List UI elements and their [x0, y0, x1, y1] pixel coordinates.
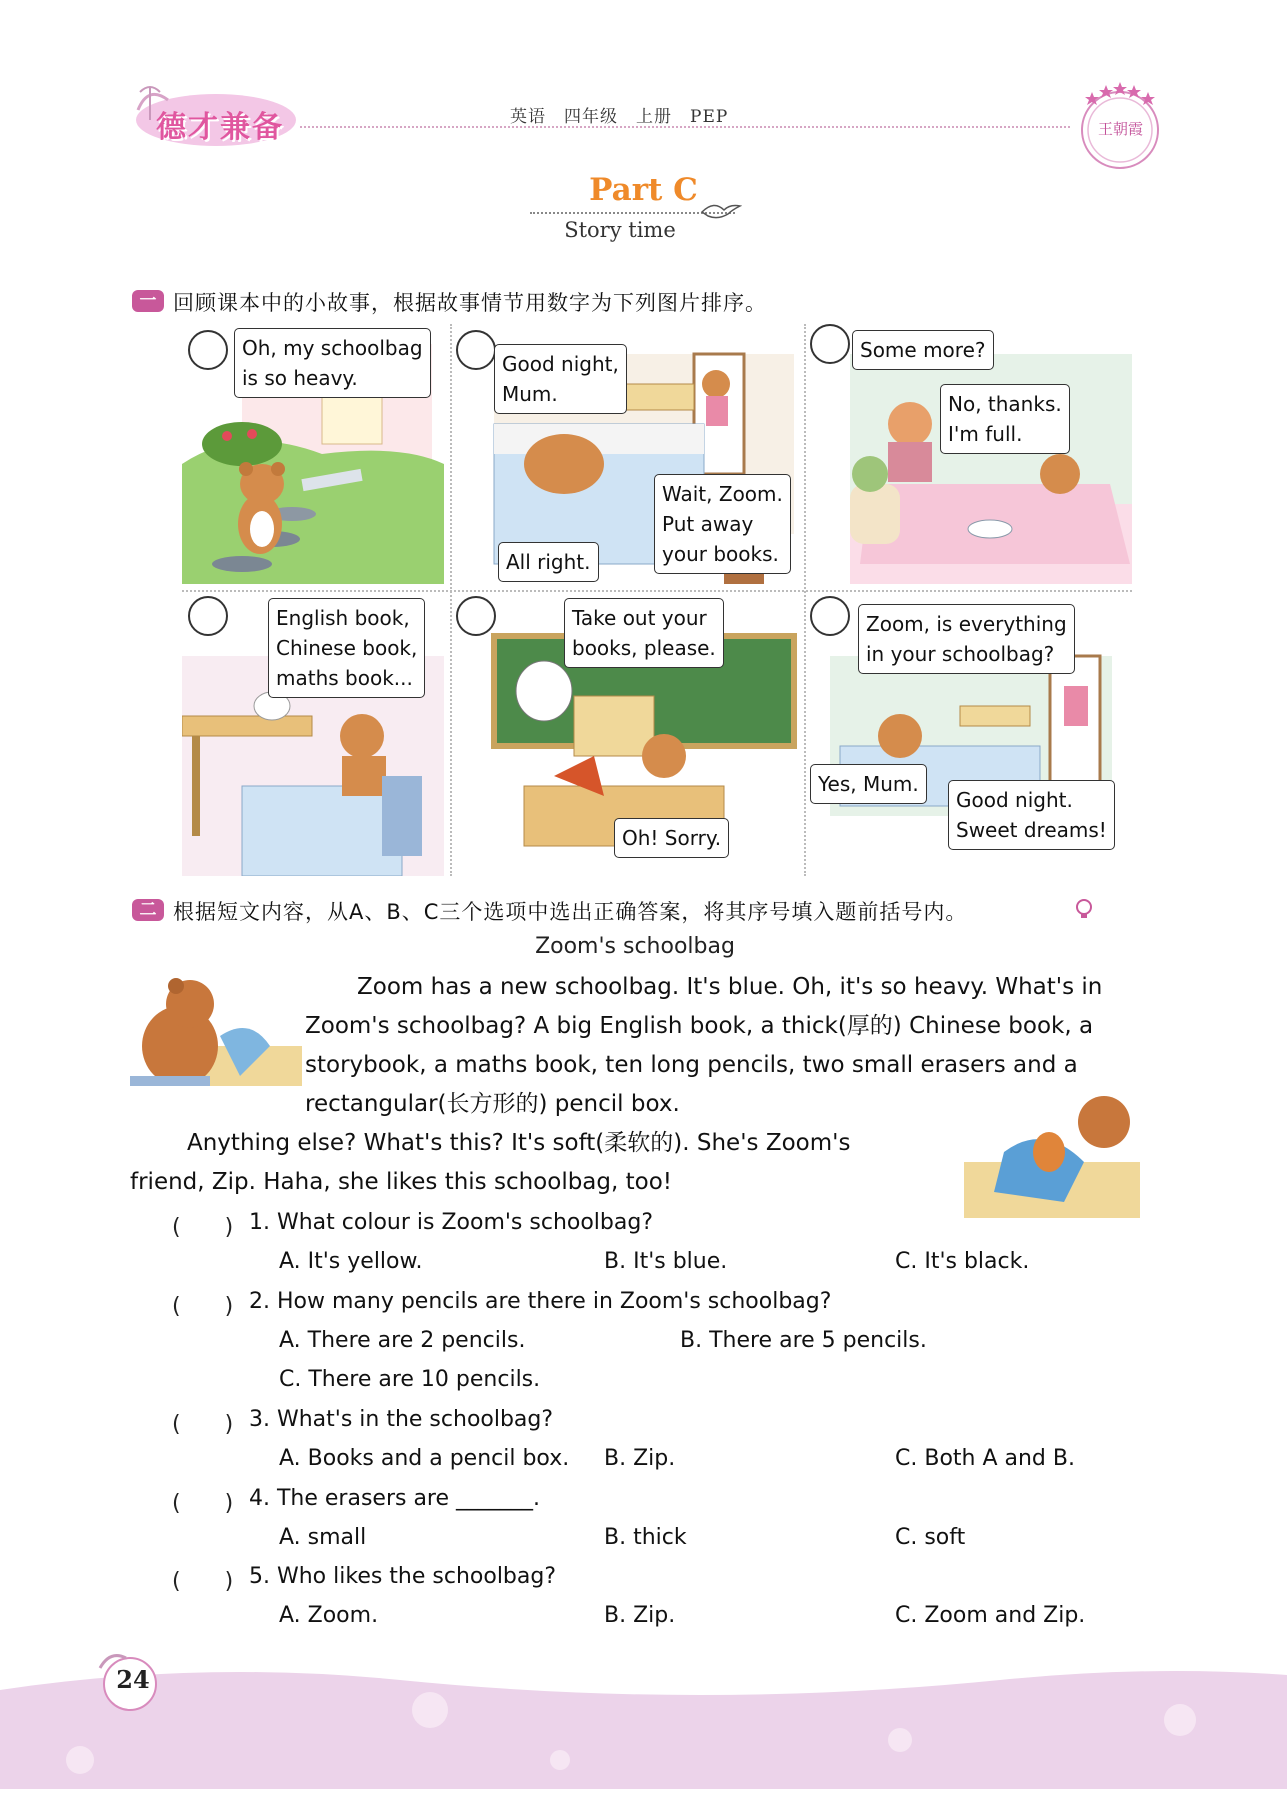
- story-title: Zoom's schoolbag: [535, 934, 735, 959]
- order-circle[interactable]: [810, 596, 850, 636]
- order-circle[interactable]: [188, 596, 228, 636]
- part-subtitle: Story time: [564, 218, 676, 242]
- option-a: A. It's yellow.: [279, 1249, 423, 1274]
- grid-divider: [450, 324, 452, 876]
- order-circle[interactable]: [188, 330, 228, 370]
- comic-panel-4: [182, 596, 444, 876]
- question-text: 4. The erasers are _______.: [249, 1486, 541, 1511]
- option-c: C. soft: [895, 1525, 966, 1550]
- speech-bubble: Good night, Mum.: [494, 344, 627, 414]
- speech-bubble: Yes, Mum.: [810, 764, 927, 804]
- option-c: C. Zoom and Zip.: [895, 1603, 1086, 1628]
- order-circle[interactable]: [456, 330, 496, 370]
- question-text: 1. What colour is Zoom's schoolbag?: [249, 1210, 654, 1235]
- section-1-instruction: 回顾课本中的小故事，根据故事情节用数字为下列图片排序。: [173, 291, 767, 315]
- answer-paren[interactable]: ( ): [172, 1294, 234, 1319]
- option-b: B. It's blue.: [604, 1249, 728, 1274]
- speech-bubble: English book, Chinese book, maths book...: [268, 598, 425, 698]
- option-a: A. There are 2 pencils.: [279, 1328, 526, 1353]
- option-c: C. Both A and B.: [895, 1446, 1075, 1471]
- grid-divider: [182, 590, 1132, 592]
- page-number: 24: [116, 1665, 150, 1694]
- header-subject: 英语 四年级 上册 PEP: [510, 107, 729, 127]
- bear-reading-illustration: [130, 976, 302, 1096]
- option-b: B. Zip.: [604, 1603, 676, 1628]
- story-line: storybook, a maths book, ten long pencils, two small erasers and a: [305, 1052, 1078, 1078]
- option-a: A. Zoom.: [279, 1603, 379, 1628]
- option-a: A. Books and a pencil box.: [279, 1446, 570, 1471]
- speech-bubble: No, thanks. I'm full.: [940, 384, 1070, 454]
- answer-paren[interactable]: ( ): [172, 1412, 234, 1437]
- option-b: B. Zip.: [604, 1446, 676, 1471]
- seal-text: 王朝霞: [1098, 120, 1144, 138]
- speech-bubble: Good night. Sweet dreams!: [948, 780, 1115, 850]
- question-text: 3. What's in the schoolbag?: [249, 1407, 554, 1432]
- story-line: friend, Zip. Haha, she likes this schoolbag, too!: [130, 1169, 673, 1195]
- option-b: B. There are 5 pencils.: [680, 1328, 927, 1353]
- answer-paren[interactable]: ( ): [172, 1569, 234, 1594]
- story-line: Anything else? What's this? It's soft(柔软的). She's Zoom's: [187, 1130, 851, 1156]
- speech-bubble: Take out your books, please.: [564, 598, 724, 668]
- bulb-icon: [1074, 898, 1094, 924]
- option-c: C. There are 10 pencils.: [279, 1367, 541, 1392]
- question-text: 2. How many pencils are there in Zoom's schoolbag?: [249, 1289, 832, 1314]
- publisher-seal: [1072, 80, 1168, 176]
- comic-panel-6: [810, 596, 1132, 876]
- section-2-instruction: 根据短文内容，从A、B、C三个选项中选出正确答案，将其序号填入题前括号内。: [173, 900, 968, 924]
- comic-panel-1: [182, 324, 444, 584]
- section-badge-2: 二: [132, 899, 164, 921]
- option-a: A. small: [279, 1525, 367, 1550]
- speech-bubble: Oh, my schoolbag is so heavy.: [234, 328, 431, 398]
- option-b: B. thick: [604, 1525, 687, 1550]
- speech-bubble: Wait, Zoom. Put away your books.: [654, 474, 791, 574]
- speech-bubble: Oh! Sorry.: [614, 818, 729, 858]
- order-circle[interactable]: [456, 596, 496, 636]
- comic-panel-5: [454, 596, 800, 876]
- speech-bubble: Some more?: [852, 330, 994, 370]
- comic-panel-3: [810, 324, 1132, 584]
- comic-panel-2: [454, 324, 800, 584]
- speech-bubble: Zoom, is everything in your schoolbag?: [858, 604, 1075, 674]
- zip-in-bag-illustration: [964, 1092, 1140, 1218]
- comic-grid: [182, 324, 1132, 876]
- story-line: rectangular(长方形的) pencil box.: [305, 1091, 680, 1117]
- order-circle[interactable]: [810, 324, 850, 364]
- answer-paren[interactable]: ( ): [172, 1215, 234, 1240]
- logo-text: 德才兼备: [156, 110, 284, 145]
- section-badge-1: 一: [132, 290, 164, 312]
- story-line: Zoom's schoolbag? A big English book, a thick(厚的) Chinese book, a: [305, 1013, 1094, 1039]
- option-c: C. It's black.: [895, 1249, 1030, 1274]
- story-line: Zoom has a new schoolbag. It's blue. Oh, it's so heavy. What's in: [357, 974, 1103, 1000]
- grid-divider: [804, 324, 806, 876]
- footer-band: [0, 1650, 1287, 1789]
- part-title: Part C: [589, 172, 698, 208]
- brand-logo: [128, 80, 298, 152]
- question-text: 5. Who likes the schoolbag?: [249, 1564, 557, 1589]
- speech-bubble: All right.: [498, 542, 599, 582]
- answer-paren[interactable]: ( ): [172, 1491, 234, 1516]
